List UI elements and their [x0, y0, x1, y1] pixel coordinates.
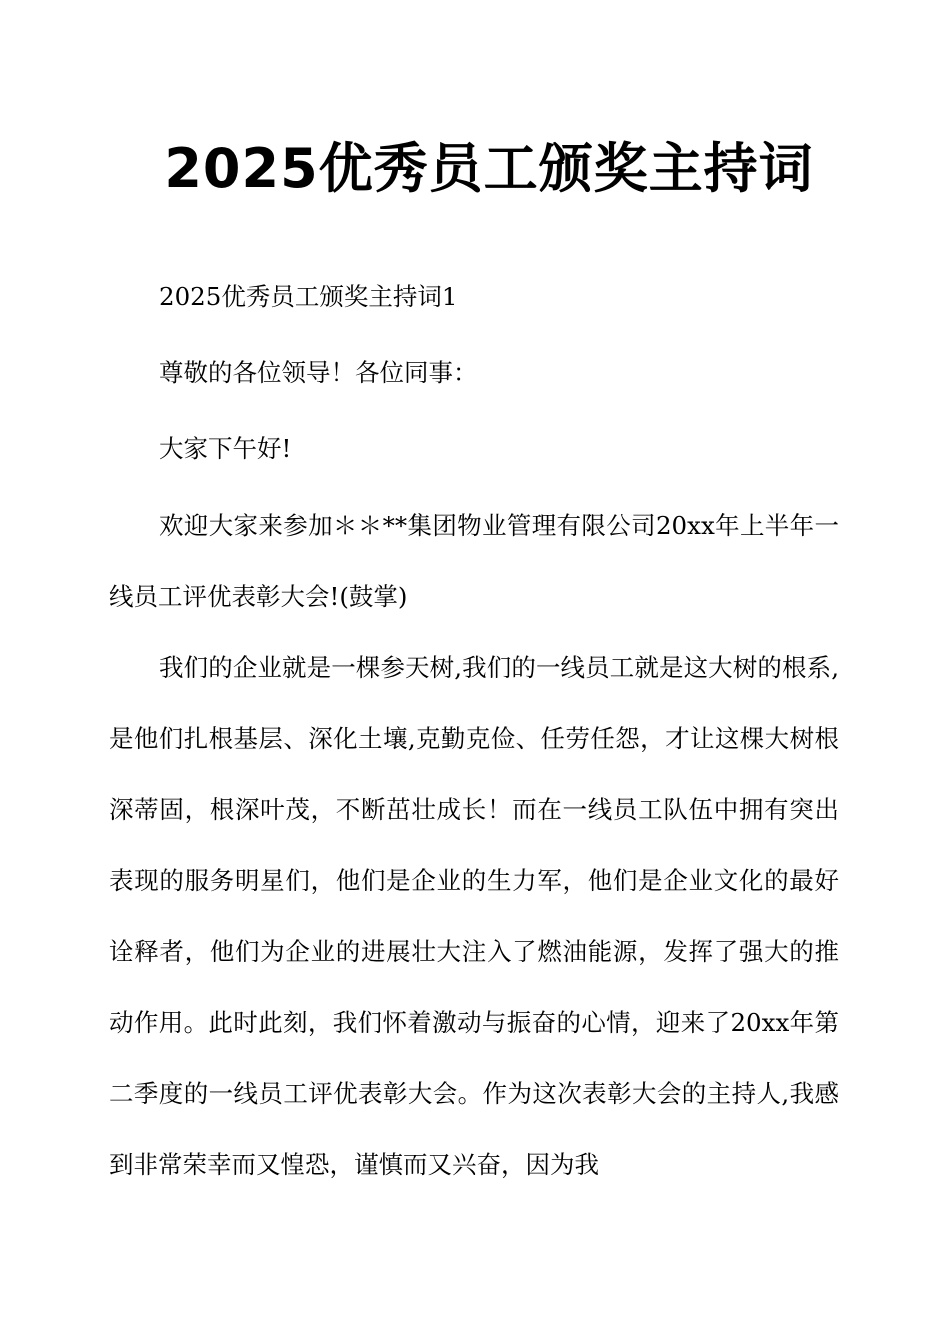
- section-heading: 2025优秀员工颁奖主持词1: [159, 282, 458, 311]
- document-body: [109, 276, 839, 1200]
- body-paragraph: 我们的企业就是一棵参天树,我们的一线员工就是这大树的根系,是他们扎根基层、深化土壤,克勤克俭、任劳任怨，才让这棵大树根深蒂固，根深叶茂，不断茁壮成长！而在一线员工队伍中拥有突出表现的服务明星们，他们是企业的生力军，他们是企业文化的最好诠释者，他们为企业的进展壮大注入了燃油能源，发挥了强大的推动作用。此时此刻，我们怀着激动与振奋的心情，迎来了20xx年第二季度的一线员工评优表彰大会。作为这次表彰大会的主持人,我感到非常荣幸而又惶恐，谨慎而又兴奋，因为我: [109, 653, 839, 1179]
- greeting-paragraph: 大家下午好!: [159, 434, 292, 463]
- salutation-paragraph: 尊敬的各位领导！各位同事：: [159, 358, 478, 387]
- welcome-paragraph: 欢迎大家来参加＊＊**集团物业管理有限公司20xx年上半年一线员工评优表彰大会!(鼓掌): [109, 511, 839, 611]
- document-title: 2025优秀员工颁奖主持词: [164, 137, 814, 200]
